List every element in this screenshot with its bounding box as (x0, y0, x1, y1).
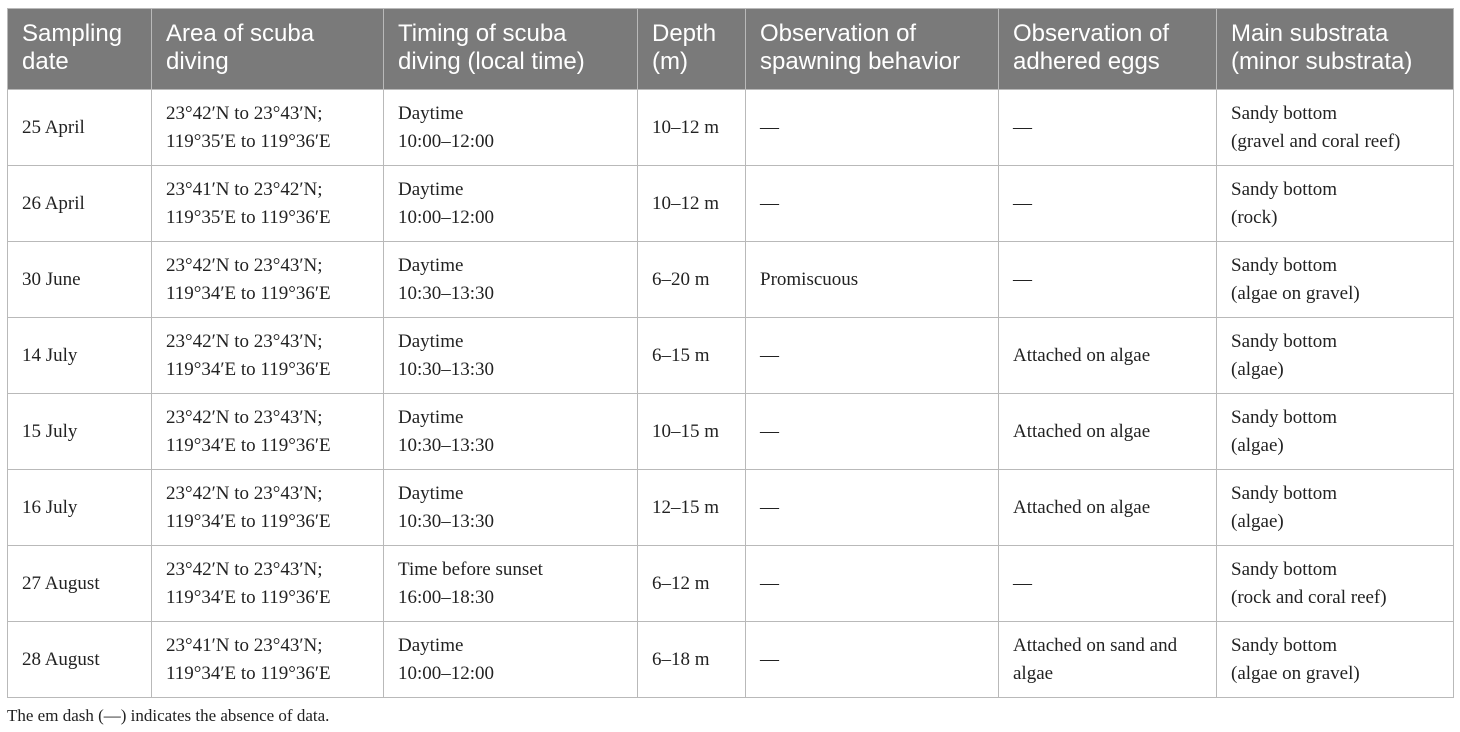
cell-spawning: — (746, 90, 999, 166)
cell-depth: 6–18 m (638, 622, 746, 698)
cell-substrata: Sandy bottom (rock) (1217, 166, 1454, 242)
cell-eggs: — (999, 90, 1217, 166)
table-row (8, 242, 1454, 318)
cell-date: 28 August (8, 622, 152, 698)
cell-depth: 10–15 m (638, 394, 746, 470)
table-footnote: The em dash (—) indicates the absence of data. (7, 706, 330, 725)
cell-timing: Daytime 10:30–13:30 (384, 242, 638, 318)
cell-area: 23°42′N to 23°43′N; 119°35′E to 119°36′E (152, 90, 384, 166)
cell-depth: 6–12 m (638, 546, 746, 622)
header-spawning: Observation of spawning behavior (746, 9, 999, 90)
header-timing: Timing of scuba diving (local time) (384, 9, 638, 90)
cell-eggs: Attached on algae (999, 318, 1217, 394)
cell-depth: 6–20 m (638, 242, 746, 318)
cell-date: 27 August (8, 546, 152, 622)
table-row (8, 318, 1454, 394)
cell-timing: Daytime 10:00–12:00 (384, 166, 638, 242)
table-row (8, 470, 1454, 546)
header-substrata: Main substrata (minor substrata) (1217, 9, 1454, 90)
cell-eggs: — (999, 242, 1217, 318)
cell-area: 23°42′N to 23°43′N; 119°34′E to 119°36′E (152, 470, 384, 546)
cell-substrata: Sandy bottom (algae) (1217, 470, 1454, 546)
cell-eggs: — (999, 546, 1217, 622)
cell-depth: 10–12 m (638, 90, 746, 166)
cell-area: 23°41′N to 23°43′N; 119°34′E to 119°36′E (152, 622, 384, 698)
cell-substrata: Sandy bottom (rock and coral reef) (1217, 546, 1454, 622)
table-row (8, 90, 1454, 166)
cell-eggs: Attached on algae (999, 394, 1217, 470)
table-row (8, 394, 1454, 470)
cell-area: 23°42′N to 23°43′N; 119°34′E to 119°36′E (152, 546, 384, 622)
table-row (8, 546, 1454, 622)
cell-date: 25 April (8, 90, 152, 166)
cell-substrata: Sandy bottom (algae) (1217, 394, 1454, 470)
header-area: Area of scuba diving (152, 9, 384, 90)
cell-substrata: Sandy bottom (algae) (1217, 318, 1454, 394)
cell-spawning: Promiscuous (746, 242, 999, 318)
cell-date: 16 July (8, 470, 152, 546)
cell-substrata: Sandy bottom (gravel and coral reef) (1217, 90, 1454, 166)
cell-spawning: — (746, 622, 999, 698)
cell-depth: 6–15 m (638, 318, 746, 394)
cell-eggs: Attached on algae (999, 470, 1217, 546)
cell-spawning: — (746, 166, 999, 242)
cell-area: 23°42′N to 23°43′N; 119°34′E to 119°36′E (152, 394, 384, 470)
cell-timing: Daytime 10:00–12:00 (384, 90, 638, 166)
cell-depth: 10–12 m (638, 166, 746, 242)
table-container (7, 8, 1453, 698)
header-sampling-date: Sampling date (8, 9, 152, 90)
cell-timing: Time before sunset 16:00–18:30 (384, 546, 638, 622)
cell-eggs: — (999, 166, 1217, 242)
cell-area: 23°42′N to 23°43′N; 119°34′E to 119°36′E (152, 242, 384, 318)
cell-area: 23°41′N to 23°42′N; 119°35′E to 119°36′E (152, 166, 384, 242)
cell-spawning: — (746, 318, 999, 394)
cell-date: 14 July (8, 318, 152, 394)
cell-substrata: Sandy bottom (algae on gravel) (1217, 622, 1454, 698)
table-row (8, 622, 1454, 698)
cell-timing: Daytime 10:30–13:30 (384, 318, 638, 394)
table-row (8, 166, 1454, 242)
cell-date: 26 April (8, 166, 152, 242)
header-eggs: Observation of adhered eggs (999, 9, 1217, 90)
cell-timing: Daytime 10:00–12:00 (384, 622, 638, 698)
cell-date: 15 July (8, 394, 152, 470)
cell-eggs: Attached on sand and algae (999, 622, 1217, 698)
cell-spawning: — (746, 470, 999, 546)
data-table (7, 8, 1454, 698)
cell-substrata: Sandy bottom (algae on gravel) (1217, 242, 1454, 318)
cell-date: 30 June (8, 242, 152, 318)
cell-timing: Daytime 10:30–13:30 (384, 470, 638, 546)
cell-spawning: — (746, 394, 999, 470)
cell-area: 23°42′N to 23°43′N; 119°34′E to 119°36′E (152, 318, 384, 394)
cell-spawning: — (746, 546, 999, 622)
cell-timing: Daytime 10:30–13:30 (384, 394, 638, 470)
header-depth: Depth (m) (638, 9, 746, 90)
table-header-row (8, 9, 1454, 90)
cell-depth: 12–15 m (638, 470, 746, 546)
